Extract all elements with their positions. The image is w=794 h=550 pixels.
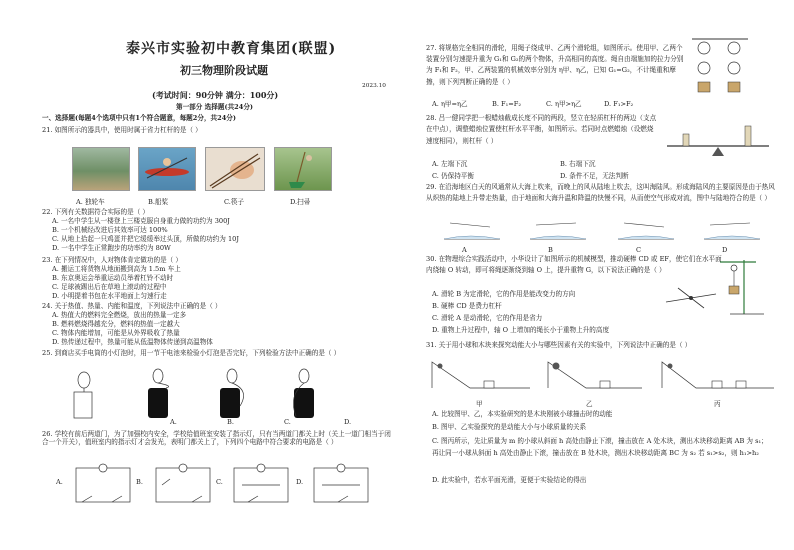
q26-option-c: C. [216,478,223,486]
school-title: 泰兴市实验初中教育集团(联盟) [126,41,337,57]
q27-pulley-figure [690,38,750,100]
q27-text: 27. 将规格完全相同的滑轮，用绳子绕成甲、乙两个滑轮组，如图所示。使用甲、乙两个装置分别匀速提升重为 G₁和 G₂的两个物体，升高相同的高度。绳自由端施加的拉力分别为 F₁和 F₂，甲、乙两装置的机械效率分别为 η甲、η乙，已知 G₁=G₂，不计绳重和摩擦，则下列判断正确的是（ ） [426,44,684,86]
q22-option-a: A. 一名中学生从一楼登上三楼克服自身重力做的功约为 300J [52,217,230,225]
q21-text: 21. 如图所示的器具中，使用时属于省力杠杆的是（ ） [42,126,202,134]
q26-circuit-b [156,464,210,502]
q25-text: 25. 到商店买手电筒的小灯泡时，用一节干电池来检验小灯泡是否完好，下列检验方法中正确的是（ ） [42,349,341,357]
q21-option-b: B.船桨 [148,198,169,206]
q31-figure-jia [432,362,530,388]
q27-option-a: A. η甲=η乙 [432,100,468,108]
q26-circuit-a [76,464,130,502]
q24-text: 24. 关于热值、热量、内能和温度，下列说法中正确的是（ ） [42,302,222,310]
q31-option-c: C. 图丙所示，先让质量为 m 的小球从斜面 h 高处由静止下滚，撞击放在 A 处木块，测出木块移动距离 AB 为 s₁；再让同一小球从斜面 h 高处由静止下滚，撞击放在 B 处木块，测出木块移动距离 BC 为 s₂ 若 s₁>s₂，则 h₁>h₂ [432,437,768,457]
q31-text: 31. 关于用小球和木块来探究动能大小与哪些因素有关的实验中，下列说法中正确的是（ ） [426,341,692,349]
q21-option-d: D.扫帚 [290,198,311,206]
q25-option-a: A. [170,418,177,426]
q22-text: 22. 下列有关数据符合实际的是（ ） [42,208,149,216]
q31-option-a: A. 比较图甲、乙，本实验研究的是木块刚被小球撞击时的动能 [432,410,613,418]
q23-option-c: C. 足球被踢出后在草地上滚动的过程中 [52,283,167,291]
q31-figure-label-jia: 甲 [476,400,483,408]
q31-figure-label-yi: 乙 [586,400,593,408]
q29-text: 29. 在沿海地区白天的风通常从大海上吹来，而晚上的风从陆地上吹去，这叫海陆风。形成海陆风的主要原因是由于热风从炽热的陆地上升带走热量，由于地面和大海升温和降温的快慢不同，从而使空气形成对流，图中与陆地符合的是（ ） [426,183,775,203]
q31-incline-figures [430,354,780,398]
part-heading: 第一部分 选择题(共24分) [176,103,254,111]
q29-figure-a [444,223,500,239]
q28-option-d: D. 条件不足，无法判断 [560,172,629,180]
wheelbarrow-image [72,147,130,191]
q26-circuits [52,462,392,512]
q27-option-b: B. F₁=F₂ [492,100,521,108]
q23-option-d: D. 小明提着书包在水平地面上匀速行走 [52,292,167,300]
q30-text: 30. 在物理综合实践活动中，小华设计了如图所示的机械模型，推动硬棒 CD 或 EF，使它们在水平面内绕轴 O 转动，即可将绳逐渐绕到轴 O 上，提升重物 G，以下说法正确的是（ ） [426,255,722,275]
q30-option-b: B. 硬棒 CD 是费力杠杆 [432,302,502,310]
q29-option-b: B [548,246,553,254]
q28-option-c: C. 仍保持平衡 [432,172,474,180]
q25-figure-c [220,369,244,418]
q30-option-a: A. 滑轮 B 为定滑轮，它的作用是能改变力的方向 [432,290,576,298]
q25-figures [54,366,394,428]
exam-date: 2023.10 [362,83,386,89]
q22-option-c: C. 从地上拾起一只鸡蛋并把它缓缓举过头顶，所做的功约为 10J [52,235,239,243]
q25-option-c: C. [284,418,291,426]
q23-option-a: A. 搬运工将货物从地面搬到高为 1.5m 车上 [52,265,181,273]
q29-figure-c [618,223,674,239]
q25-option-d: D. [344,418,352,426]
q26-text: 26. 学校有前后两道门，为了加强校内安全，学校给值班室安装了指示灯，只有当两道门都关上时（关上一道门相当于闭合一个开关），值班室内的指示灯才会发光，表明门都关上了，下列四个电路中符合要求的电路是（ ） [42,430,391,447]
q25-option-b: B. [227,418,234,426]
q24-option-d: D. 热传递过程中，热量可能从低温物体传递到高温物体 [52,338,213,346]
q26-option-b: B. [136,478,143,486]
q31-figure-bing [662,362,774,388]
q27-option-c: C. η甲>η乙 [546,100,582,108]
q28-option-b: B. 右端下沉 [560,160,596,168]
q24-option-c: C. 物体内能增加，可能是从外界吸收了热量 [52,329,180,337]
section-instruction: 一、选择题(每题4个选项中只有1个符合题意，每题2分，共24分) [42,114,237,122]
q27-option-d: D. F₁>F₂ [604,100,634,108]
rowing-image [138,147,196,191]
q24-option-b: B. 燃料燃烧得越充分，燃料的热值一定越大 [52,320,180,328]
q23-option-b: B. 东京奥运会举重运动员举着杠铃不动时 [52,274,174,282]
q26-option-a: A. [56,478,63,486]
q26-circuit-c [234,464,288,502]
q29-option-d: D [722,246,728,254]
q31-figure-label-bing: 丙 [714,400,721,408]
broom-image [274,147,332,191]
q30-option-d: D. 重物上升过程中，轴 O 上增加的绳长小于重物上升的高度 [432,326,610,334]
q22-option-d: D. 一名中学生正常跑步的功率约为 80W [52,244,171,252]
exam-title: 初三物理阶段试题 [180,64,268,77]
q31-option-d: D. 此实验中，若水平面光滑，更便于实验结论的得出 [432,476,587,484]
q21-option-c: C.筷子 [224,198,245,206]
q28-lever-figure [665,122,775,162]
q28-text: 28. 吕一健同学把一根蜡烛截成长度不同的两段，竖立在轻质杠杆的两边（支点在中点），调整蜡烛位置使杠杆水平平衡，如图所示。若同时点燃蜡烛（设燃烧速度相同），则杠杆（ ） [426,114,657,145]
q25-figure-b [148,369,169,418]
q24-option-a: A. 热值大的燃料完全燃烧，放出的热量一定多 [52,311,187,319]
q25-figure-d [293,369,314,418]
q29-option-c: C [636,246,642,254]
q28-option-a: A. 左端下沉 [432,160,468,168]
q29-wind-figures [440,215,790,247]
q23-text: 23. 在下列情况中，人对物体肯定做功的是（ ） [42,256,182,264]
q25-figure-a [74,372,92,418]
chopsticks-image [205,147,265,191]
q30-mechanism-figure [660,258,770,316]
q26-circuit-d [314,464,368,502]
q31-option-b: B. 图甲、乙实验探究的是动能大小与小球质量的关系 [432,423,587,431]
q30-option-c: C. 滑轮 A 是动滑轮，它的作用是省力 [432,314,543,322]
q29-figure-b [530,223,586,239]
q31-figure-yi [548,362,642,388]
q29-figure-d [704,223,760,239]
q21-option-a: A. 独轮车 [76,198,105,206]
q22-option-b: B. 一个机械经改进后其效率可达 100% [52,226,168,234]
q29-option-a: A [462,246,467,254]
exam-info: (考试时间：90分钟 满分：100分) [152,90,279,100]
q26-option-d: D. [296,478,304,486]
